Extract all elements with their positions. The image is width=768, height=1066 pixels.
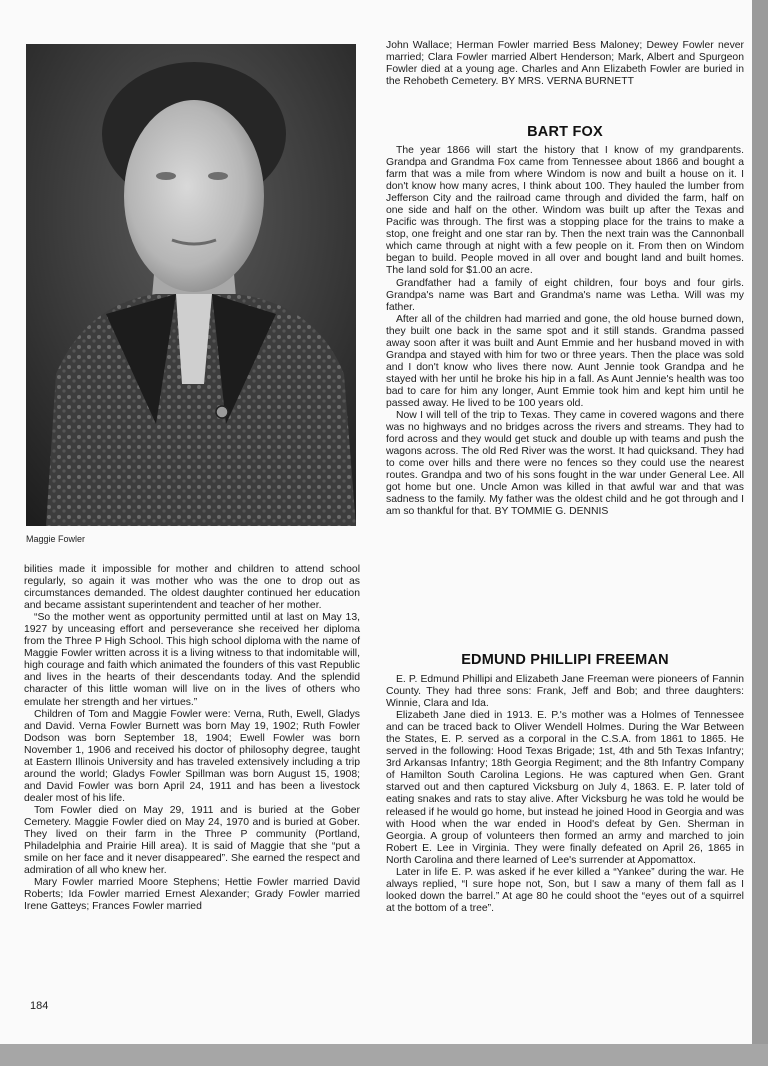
- paragraph: Elizabeth Jane died in 1913. E. P.'s mother was a Holmes of Tennessee and can be traced back to Oliver Wendell Holmes. During the War Between the States, E. P. served as a corporal in the C.S.A. from 1861 to 1865. He served in the following: Hood Texas Brigade; 1st, 4th and 5th Texas Infantry; 3rd Arkansas Infantry; 18th Georgia Regiment; and the 8th Infantry Company of Hamilton South Carolina Legions. He was captured when Gen. Grant starved out and then captured Vicksburg on July 4, 1863. E. P. later told of eating snakes and rats to stay alive. After Vicksburg he was told he would be released if he would go home, but instead he joined Hood in Georgia and was with Hood when the war ended in Hood's defeat by Gen. Sherman in Georgia. A group of volunteers then formed an army and marched to join Robert E. Lee in Virginia. They were finally defeated on April 26, 1865 in North Carolina and there learned of Lee's surrender at Appomattox.: [386, 710, 744, 866]
- paragraph: “So the mother went as opportunity permitted until at last on May 13, 1927 by unceasing effort and perseverance she received her diploma from the Three P High School. This high school diploma with the name of Maggie Fowler written across it is a living witness to that indomitable will, high courage and faith which animated the founders of this vast Republic and lives in the hearts of their descendants today. And the splendid character of this little woman will live on in the lives of others who emulate her strength and her virtues.”: [24, 612, 360, 708]
- scan-edge-bottom: [0, 1044, 768, 1066]
- paragraph: The year 1866 will start the history that I know of my grandparents. Grandpa and Grandma Fox came from Tennessee about 1866 and bought a farm that was a mile from where Windom is now and built a house on it. I don't know how many acres, I think about 100. They hauled the lumber from Jefferson City and the railroad came through and divided the farm, half on one side and half on the other. Windom was built up after the Texas and Pacific was through. The first was a stopping place for the trains to make a stop, one freight and one star ran by. Then the next train was the Cannonball which came through at night with a few people on it. From then on Windom began to build. People moved in all over and bought land and built homes. The land sold for $1.00 an acre.: [386, 145, 744, 277]
- paragraph: bilities made it impossible for mother and children to attend school regularly, so again it was mother who was the one to drop out as circumstances demanded. The oldest daughter continued her education and became assistant superintendent and teacher of her mother.: [24, 564, 360, 612]
- edmund-freeman-article: [386, 674, 744, 915]
- paragraph: Now I will tell of the trip to Texas. They came in covered wagons and there was no highways and no bridges across the rivers and streams. They had to ford across and they would get stuck and double up with teams and push the wagons across. The old Red River was the worst. It had quicksand. They had to come over hills and there were no fences so they could use the nearest routes. Grandpa and two of his sons fought in the war under General Lee. All got home but one. Uncle Amon was killed in that awful war and that was sadness to the family. My father was the oldest child and he got through and I am so thankful for that. BY TOMMIE G. DENNIS: [386, 410, 744, 518]
- section-heading-edmund-freeman: EDMUND PHILLIPI FREEMAN: [461, 652, 669, 668]
- portrait-photo: [26, 44, 356, 526]
- paragraph: Later in life E. P. was asked if he ever killed a “Yankee” during the war. He always replied, “I sure hope not, Son, but I saw a many of them fall as I looked down the barrel.” At age 80 he could shoot the “eyes out of a squirrel at the bottom of a tree”.: [386, 866, 744, 914]
- paragraph: Grandfather had a family of eight children, four boys and four girls. Grandpa's name was Bart and Grandma's name was Letha. Will was my father.: [386, 277, 744, 313]
- paragraph: Children of Tom and Maggie Fowler were: Verna, Ruth, Ewell, Gladys and David. Verna Fowler Burnett was born May 19, 1902; Ruth Fowler Dodson was born September 18, 1904; Ewell Fowler was born November 1, 1906 and received his doctor of philosophy degree, taught at Eastern Illinois University and has traveled extensively including a trip around the world; Gladys Fowler Spillman was born August 15, 1908; and David Fowler was born April 24, 1911 and has been a livestock dealer most of his life.: [24, 708, 360, 804]
- page-number: 184: [30, 1000, 49, 1012]
- paragraph: Tom Fowler died on May 29, 1911 and is buried at the Gober Cemetery. Maggie Fowler died on May 24, 1970 and is buried at Gober. They lived on their farm in the Three P community (Portland, Philadelphia and Prairie Hill area). It is said of Maggie that she “put a smile on her face and it never disappeared”. She earned the respect and admiration of all who knew her.: [24, 804, 360, 877]
- scan-edge-right: [752, 0, 768, 1066]
- paragraph: Mary Fowler married Moore Stephens; Hettie Fowler married David Roberts; Ida Fowler married Ernest Alexander; Grady Fowler married Irene Gatteys; Frances Fowler married: [24, 877, 360, 913]
- right-column-continuation: [386, 40, 744, 88]
- paragraph: After all of the children had married and gone, the old house burned down, they built one back in the same spot and it still stands. Grandma passed away soon after it was built and Aunt Emmie and her husband moved in with Grandpa and stayed with him for two or three years. Then the place was sold and I don't know who lives there now. Aunt Jennie took Grandpa and he stayed with her until he broke his hip in a fall. As Aunt Jennie's health was too bad to care for him any longer, Aunt Emmie took him and kept him until he passed away. He lived to be 100 years old.: [386, 313, 744, 409]
- photo-caption: Maggie Fowler: [26, 534, 86, 544]
- section-heading-bart-fox: BART FOX: [527, 124, 603, 140]
- left-column-text: [24, 564, 360, 913]
- paragraph: John Wallace; Herman Fowler married Bess Maloney; Dewey Fowler never married; Clara Fowler married Albert Henderson; Mark, Albert and Spurgeon Fowler died at a young age. Charles and Ann Elizabeth Fowler are buried in the Rehobeth Cemetery. BY MRS. VERNA BURNETT: [386, 40, 744, 88]
- paragraph: E. P. Edmund Phillipi and Elizabeth Jane Freeman were pioneers of Fannin County. They had three sons: Frank, Jeff and Bob; and three daughters: Winnie, Clara and Ida.: [386, 674, 744, 710]
- bart-fox-article: [386, 145, 744, 518]
